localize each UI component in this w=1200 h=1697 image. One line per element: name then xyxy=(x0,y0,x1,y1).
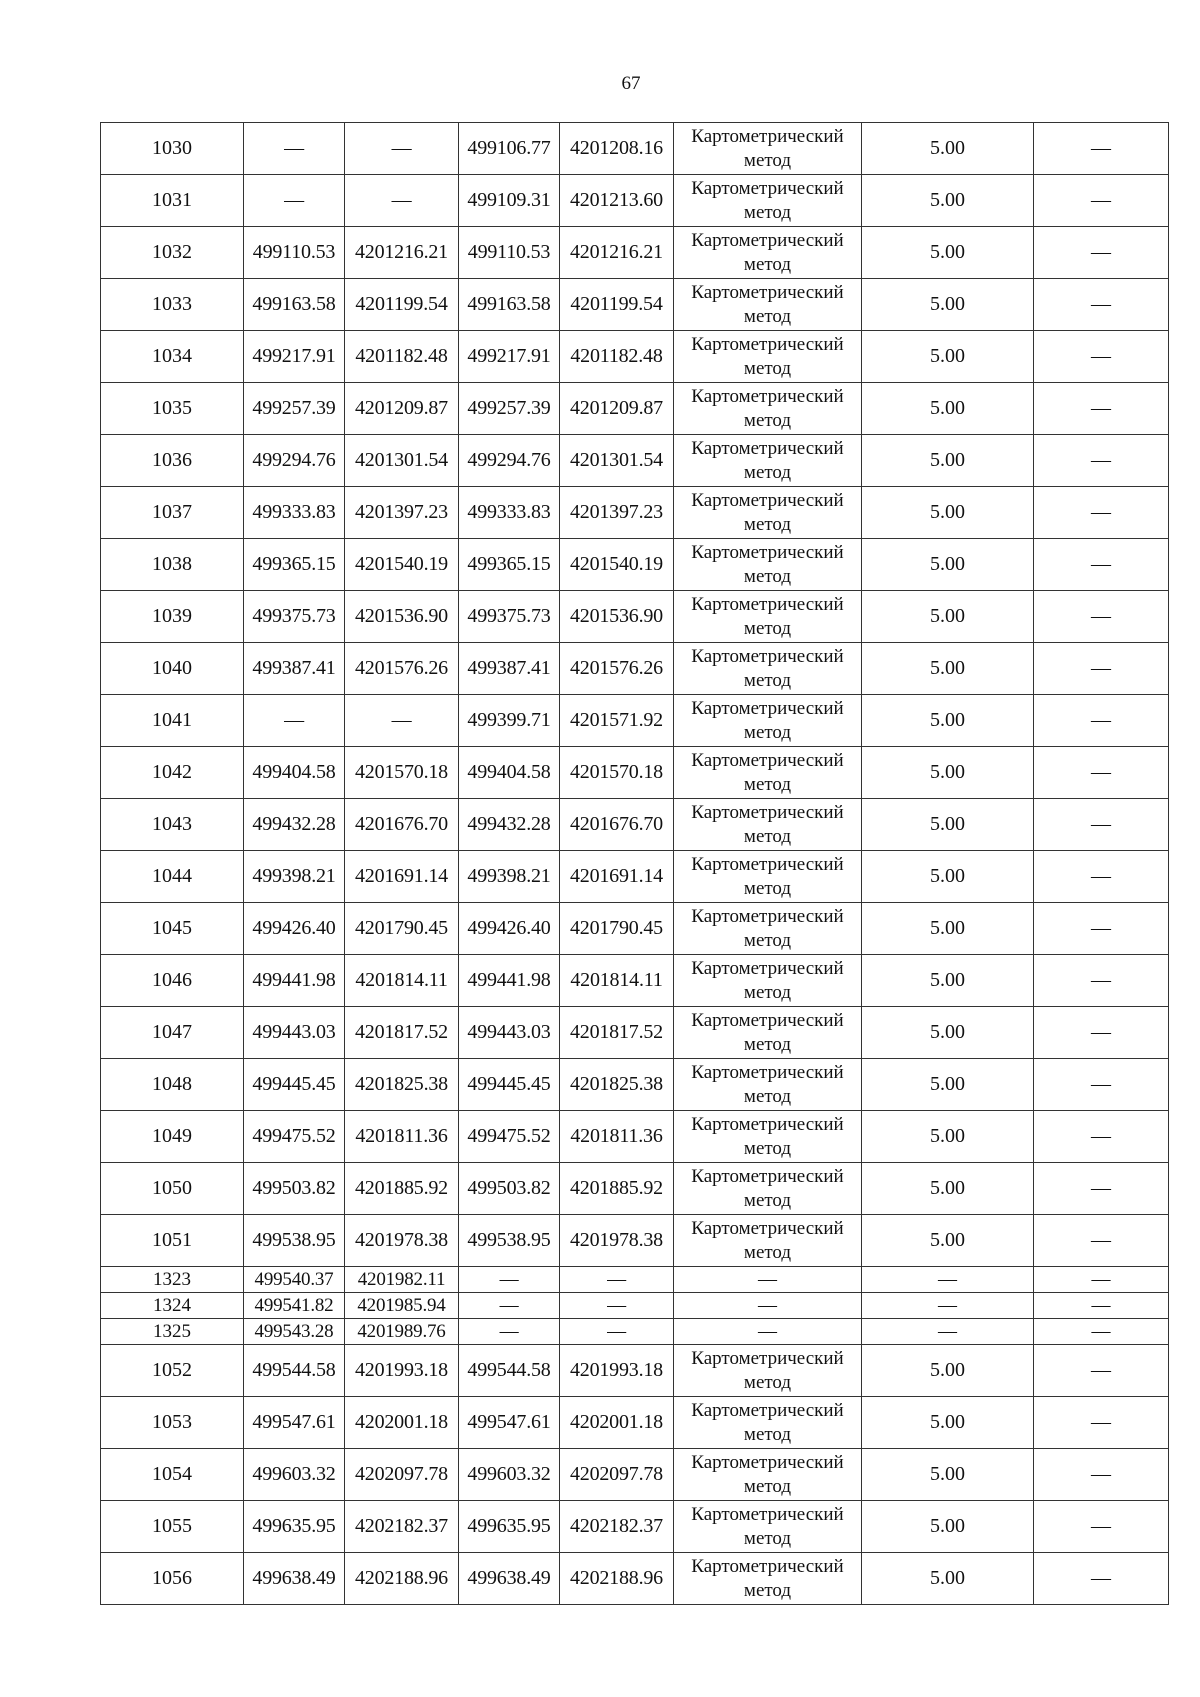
table-row xyxy=(101,227,1169,279)
cell-method: Картометрический метод xyxy=(674,1501,862,1553)
cell-method: Картометрический метод xyxy=(674,331,862,383)
cell-accuracy: — xyxy=(862,1267,1034,1293)
cell-y-refined: 4201182.48 xyxy=(560,331,674,383)
cell-accuracy: 5.00 xyxy=(862,1163,1034,1215)
cell-y-refined: 4201301.54 xyxy=(560,435,674,487)
cell-point-number: 1040 xyxy=(101,643,244,695)
cell-method: Картометрический метод xyxy=(674,435,862,487)
cell-point-number: 1031 xyxy=(101,175,244,227)
cell-point-number: 1044 xyxy=(101,851,244,903)
table-row xyxy=(101,383,1169,435)
cell-x-refined: 499398.21 xyxy=(459,851,560,903)
cell-y-refined: 4201540.19 xyxy=(560,539,674,591)
cell-accuracy: 5.00 xyxy=(862,539,1034,591)
cell-accuracy: 5.00 xyxy=(862,1345,1034,1397)
table-row xyxy=(101,1553,1169,1605)
table-row xyxy=(101,747,1169,799)
cell-point-number: 1036 xyxy=(101,435,244,487)
cell-y-existing: 4201570.18 xyxy=(345,747,459,799)
table-row xyxy=(101,123,1169,175)
cell-point-number: 1048 xyxy=(101,1059,244,1111)
cell-description: — xyxy=(1034,1059,1169,1111)
cell-x-refined: — xyxy=(459,1267,560,1293)
table-row xyxy=(101,1111,1169,1163)
cell-point-number: 1033 xyxy=(101,279,244,331)
cell-y-refined: 4201825.38 xyxy=(560,1059,674,1111)
cell-point-number: 1042 xyxy=(101,747,244,799)
cell-y-refined: 4201397.23 xyxy=(560,487,674,539)
cell-x-refined: 499110.53 xyxy=(459,227,560,279)
cell-point-number: 1054 xyxy=(101,1449,244,1501)
table-row xyxy=(101,695,1169,747)
cell-y-existing: 4201182.48 xyxy=(345,331,459,383)
cell-method: Картометрический метод xyxy=(674,903,862,955)
cell-x-existing: 499475.52 xyxy=(244,1111,345,1163)
cell-description: — xyxy=(1034,1501,1169,1553)
cell-y-existing: 4201814.11 xyxy=(345,955,459,1007)
cell-accuracy: 5.00 xyxy=(862,695,1034,747)
cell-accuracy: 5.00 xyxy=(862,383,1034,435)
cell-accuracy: 5.00 xyxy=(862,487,1034,539)
cell-method: Картометрический метод xyxy=(674,227,862,279)
cell-y-existing: 4201985.94 xyxy=(345,1293,459,1319)
cell-point-number: 1043 xyxy=(101,799,244,851)
cell-description: — xyxy=(1034,1553,1169,1605)
cell-x-refined: 499109.31 xyxy=(459,175,560,227)
table-row xyxy=(101,1397,1169,1449)
table-row xyxy=(101,851,1169,903)
cell-method: Картометрический метод xyxy=(674,175,862,227)
cell-description: — xyxy=(1034,1215,1169,1267)
cell-x-existing: 499426.40 xyxy=(244,903,345,955)
cell-description: — xyxy=(1034,851,1169,903)
cell-description: — xyxy=(1034,1267,1169,1293)
page-number: 67 xyxy=(621,73,641,94)
cell-accuracy: 5.00 xyxy=(862,1501,1034,1553)
cell-y-existing: 4202001.18 xyxy=(345,1397,459,1449)
cell-y-refined: 4202188.96 xyxy=(560,1553,674,1605)
cell-x-refined: 499635.95 xyxy=(459,1501,560,1553)
cell-x-existing: 499217.91 xyxy=(244,331,345,383)
cell-x-refined: — xyxy=(459,1293,560,1319)
cell-point-number: 1325 xyxy=(101,1319,244,1345)
cell-accuracy: 5.00 xyxy=(862,1553,1034,1605)
table-row xyxy=(101,1215,1169,1267)
cell-x-existing: 499163.58 xyxy=(244,279,345,331)
cell-y-existing: 4201676.70 xyxy=(345,799,459,851)
cell-x-refined: 499638.49 xyxy=(459,1553,560,1605)
cell-description: — xyxy=(1034,747,1169,799)
cell-point-number: 1052 xyxy=(101,1345,244,1397)
cell-x-existing: — xyxy=(244,175,345,227)
cell-point-number: 1323 xyxy=(101,1267,244,1293)
cell-x-refined: — xyxy=(459,1319,560,1345)
cell-x-refined: 499399.71 xyxy=(459,695,560,747)
cell-x-refined: 499217.91 xyxy=(459,331,560,383)
cell-method: Картометрический метод xyxy=(674,1215,862,1267)
table-row xyxy=(101,1345,1169,1397)
cell-point-number: 1034 xyxy=(101,331,244,383)
cell-point-number: 1038 xyxy=(101,539,244,591)
table-row xyxy=(101,799,1169,851)
cell-y-existing: 4201540.19 xyxy=(345,539,459,591)
cell-accuracy: — xyxy=(862,1293,1034,1319)
cell-method: Картометрический метод xyxy=(674,123,862,175)
cell-method: Картометрический метод xyxy=(674,1059,862,1111)
cell-point-number: 1049 xyxy=(101,1111,244,1163)
cell-y-refined: 4201208.16 xyxy=(560,123,674,175)
cell-description: — xyxy=(1034,1007,1169,1059)
cell-x-existing: 499432.28 xyxy=(244,799,345,851)
table-body xyxy=(101,123,1169,1605)
cell-x-refined: 499333.83 xyxy=(459,487,560,539)
cell-point-number: 1039 xyxy=(101,591,244,643)
cell-description: — xyxy=(1034,1163,1169,1215)
cell-x-refined: 499544.58 xyxy=(459,1345,560,1397)
cell-x-refined: 499163.58 xyxy=(459,279,560,331)
cell-y-existing: 4201811.36 xyxy=(345,1111,459,1163)
cell-y-existing: 4201978.38 xyxy=(345,1215,459,1267)
table-row xyxy=(101,1501,1169,1553)
cell-x-refined: 499503.82 xyxy=(459,1163,560,1215)
cell-point-number: 1050 xyxy=(101,1163,244,1215)
table-row xyxy=(101,1319,1169,1345)
cell-x-existing: 499375.73 xyxy=(244,591,345,643)
cell-y-existing: 4201817.52 xyxy=(345,1007,459,1059)
cell-accuracy: 5.00 xyxy=(862,1007,1034,1059)
table-row xyxy=(101,539,1169,591)
cell-accuracy: 5.00 xyxy=(862,955,1034,1007)
cell-accuracy: 5.00 xyxy=(862,1215,1034,1267)
cell-method: Картометрический метод xyxy=(674,487,862,539)
cell-y-existing: — xyxy=(345,123,459,175)
table-row xyxy=(101,903,1169,955)
cell-description: — xyxy=(1034,1293,1169,1319)
cell-method: Картометрический метод xyxy=(674,643,862,695)
cell-description: — xyxy=(1034,1111,1169,1163)
cell-point-number: 1056 xyxy=(101,1553,244,1605)
cell-accuracy: 5.00 xyxy=(862,591,1034,643)
cell-method: Картометрический метод xyxy=(674,955,862,1007)
cell-x-refined: 499294.76 xyxy=(459,435,560,487)
cell-y-existing: — xyxy=(345,175,459,227)
cell-description: — xyxy=(1034,1397,1169,1449)
cell-y-refined: 4201814.11 xyxy=(560,955,674,1007)
cell-x-refined: 499441.98 xyxy=(459,955,560,1007)
cell-x-existing: 499445.45 xyxy=(244,1059,345,1111)
cell-y-refined: 4202182.37 xyxy=(560,1501,674,1553)
cell-accuracy: 5.00 xyxy=(862,435,1034,487)
cell-method: Картометрический метод xyxy=(674,1007,862,1059)
cell-description: — xyxy=(1034,487,1169,539)
cell-x-existing: 499443.03 xyxy=(244,1007,345,1059)
cell-y-refined: — xyxy=(560,1293,674,1319)
cell-x-existing: — xyxy=(244,695,345,747)
cell-x-existing: 499294.76 xyxy=(244,435,345,487)
cell-description: — xyxy=(1034,279,1169,331)
cell-accuracy: — xyxy=(862,1319,1034,1345)
cell-x-existing: 499544.58 xyxy=(244,1345,345,1397)
cell-accuracy: 5.00 xyxy=(862,747,1034,799)
cell-description: — xyxy=(1034,1319,1169,1345)
cell-method: Картометрический метод xyxy=(674,279,862,331)
cell-method: Картометрический метод xyxy=(674,1163,862,1215)
cell-y-existing: 4201885.92 xyxy=(345,1163,459,1215)
table-row xyxy=(101,1267,1169,1293)
cell-method: Картометрический метод xyxy=(674,1111,862,1163)
cell-y-refined: 4201570.18 xyxy=(560,747,674,799)
cell-point-number: 1053 xyxy=(101,1397,244,1449)
table-row xyxy=(101,1293,1169,1319)
cell-method: Картометрический метод xyxy=(674,695,862,747)
cell-method: Картометрический метод xyxy=(674,851,862,903)
cell-accuracy: 5.00 xyxy=(862,1449,1034,1501)
cell-method: — xyxy=(674,1319,862,1345)
cell-description: — xyxy=(1034,123,1169,175)
cell-point-number: 1045 xyxy=(101,903,244,955)
cell-method: Картометрический метод xyxy=(674,799,862,851)
cell-x-existing: 499398.21 xyxy=(244,851,345,903)
cell-y-refined: — xyxy=(560,1319,674,1345)
cell-accuracy: 5.00 xyxy=(862,175,1034,227)
cell-y-refined: 4201571.92 xyxy=(560,695,674,747)
cell-y-refined: 4201817.52 xyxy=(560,1007,674,1059)
cell-method: Картометрический метод xyxy=(674,1345,862,1397)
cell-y-refined: 4201978.38 xyxy=(560,1215,674,1267)
cell-y-existing: 4201989.76 xyxy=(345,1319,459,1345)
cell-x-existing: 499503.82 xyxy=(244,1163,345,1215)
cell-y-refined: 4202097.78 xyxy=(560,1449,674,1501)
cell-point-number: 1046 xyxy=(101,955,244,1007)
cell-y-existing: 4201993.18 xyxy=(345,1345,459,1397)
cell-y-existing: 4201790.45 xyxy=(345,903,459,955)
cell-accuracy: 5.00 xyxy=(862,1397,1034,1449)
cell-description: — xyxy=(1034,435,1169,487)
cell-x-refined: 499365.15 xyxy=(459,539,560,591)
cell-accuracy: 5.00 xyxy=(862,851,1034,903)
cell-y-refined: 4201536.90 xyxy=(560,591,674,643)
cell-y-refined: 4201209.87 xyxy=(560,383,674,435)
cell-x-existing: 499333.83 xyxy=(244,487,345,539)
table-row xyxy=(101,1007,1169,1059)
table-row xyxy=(101,331,1169,383)
cell-description: — xyxy=(1034,799,1169,851)
cell-description: — xyxy=(1034,955,1169,1007)
cell-x-existing: 499404.58 xyxy=(244,747,345,799)
cell-x-existing: — xyxy=(244,123,345,175)
cell-y-existing: 4201691.14 xyxy=(345,851,459,903)
cell-description: — xyxy=(1034,1345,1169,1397)
cell-x-refined: 499257.39 xyxy=(459,383,560,435)
cell-x-refined: 499432.28 xyxy=(459,799,560,851)
cell-point-number: 1041 xyxy=(101,695,244,747)
cell-x-refined: 499426.40 xyxy=(459,903,560,955)
cell-accuracy: 5.00 xyxy=(862,123,1034,175)
coordinates-table xyxy=(100,122,1169,1605)
cell-x-refined: 499445.45 xyxy=(459,1059,560,1111)
cell-accuracy: 5.00 xyxy=(862,279,1034,331)
cell-method: Картометрический метод xyxy=(674,1397,862,1449)
cell-description: — xyxy=(1034,383,1169,435)
cell-x-existing: 499547.61 xyxy=(244,1397,345,1449)
cell-x-existing: 499387.41 xyxy=(244,643,345,695)
cell-y-existing: 4201397.23 xyxy=(345,487,459,539)
cell-x-refined: 499475.52 xyxy=(459,1111,560,1163)
cell-y-existing: 4201576.26 xyxy=(345,643,459,695)
table-row xyxy=(101,1163,1169,1215)
cell-y-refined: 4201790.45 xyxy=(560,903,674,955)
cell-y-refined: 4201213.60 xyxy=(560,175,674,227)
cell-method: Картометрический метод xyxy=(674,1449,862,1501)
cell-x-existing: 499635.95 xyxy=(244,1501,345,1553)
cell-y-existing: 4201216.21 xyxy=(345,227,459,279)
cell-y-refined: 4201885.92 xyxy=(560,1163,674,1215)
cell-description: — xyxy=(1034,227,1169,279)
cell-accuracy: 5.00 xyxy=(862,1059,1034,1111)
cell-method: — xyxy=(674,1293,862,1319)
cell-x-refined: 499375.73 xyxy=(459,591,560,643)
cell-method: Картометрический метод xyxy=(674,539,862,591)
cell-x-refined: 499404.58 xyxy=(459,747,560,799)
cell-point-number: 1055 xyxy=(101,1501,244,1553)
cell-description: — xyxy=(1034,539,1169,591)
cell-point-number: 1035 xyxy=(101,383,244,435)
cell-y-existing: 4201982.11 xyxy=(345,1267,459,1293)
cell-description: — xyxy=(1034,695,1169,747)
cell-x-existing: 499603.32 xyxy=(244,1449,345,1501)
cell-x-refined: 499106.77 xyxy=(459,123,560,175)
cell-description: — xyxy=(1034,643,1169,695)
cell-method: — xyxy=(674,1267,862,1293)
cell-method: Картометрический метод xyxy=(674,383,862,435)
cell-point-number: 1032 xyxy=(101,227,244,279)
cell-accuracy: 5.00 xyxy=(862,227,1034,279)
cell-x-refined: 499387.41 xyxy=(459,643,560,695)
cell-method: Картометрический метод xyxy=(674,591,862,643)
cell-x-refined: 499603.32 xyxy=(459,1449,560,1501)
cell-y-existing: 4201301.54 xyxy=(345,435,459,487)
table-row xyxy=(101,643,1169,695)
cell-y-refined: 4201576.26 xyxy=(560,643,674,695)
cell-y-refined: 4201676.70 xyxy=(560,799,674,851)
table-row xyxy=(101,279,1169,331)
cell-point-number: 1047 xyxy=(101,1007,244,1059)
cell-x-existing: 499543.28 xyxy=(244,1319,345,1345)
cell-method: Картометрический метод xyxy=(674,1553,862,1605)
cell-description: — xyxy=(1034,1449,1169,1501)
table-row xyxy=(101,435,1169,487)
cell-description: — xyxy=(1034,591,1169,643)
cell-x-existing: 499540.37 xyxy=(244,1267,345,1293)
cell-y-existing: 4202188.96 xyxy=(345,1553,459,1605)
cell-y-refined: 4201993.18 xyxy=(560,1345,674,1397)
cell-x-existing: 499538.95 xyxy=(244,1215,345,1267)
cell-x-existing: 499257.39 xyxy=(244,383,345,435)
table-row xyxy=(101,591,1169,643)
cell-method: Картометрический метод xyxy=(674,747,862,799)
cell-point-number: 1324 xyxy=(101,1293,244,1319)
cell-x-refined: 499443.03 xyxy=(459,1007,560,1059)
cell-x-existing: 499365.15 xyxy=(244,539,345,591)
table-row xyxy=(101,1059,1169,1111)
cell-y-existing: 4201209.87 xyxy=(345,383,459,435)
cell-point-number: 1051 xyxy=(101,1215,244,1267)
cell-description: — xyxy=(1034,331,1169,383)
cell-point-number: 1037 xyxy=(101,487,244,539)
cell-x-existing: 499441.98 xyxy=(244,955,345,1007)
cell-x-refined: 499547.61 xyxy=(459,1397,560,1449)
cell-x-existing: 499110.53 xyxy=(244,227,345,279)
cell-y-existing: 4201825.38 xyxy=(345,1059,459,1111)
cell-x-refined: 499538.95 xyxy=(459,1215,560,1267)
cell-y-existing: 4201536.90 xyxy=(345,591,459,643)
cell-y-existing: — xyxy=(345,695,459,747)
cell-description: — xyxy=(1034,175,1169,227)
table-row xyxy=(101,175,1169,227)
cell-description: — xyxy=(1034,903,1169,955)
cell-y-existing: 4202182.37 xyxy=(345,1501,459,1553)
cell-y-refined: 4201811.36 xyxy=(560,1111,674,1163)
cell-y-existing: 4202097.78 xyxy=(345,1449,459,1501)
cell-x-existing: 499638.49 xyxy=(244,1553,345,1605)
table-row xyxy=(101,955,1169,1007)
cell-y-refined: 4201199.54 xyxy=(560,279,674,331)
cell-y-existing: 4201199.54 xyxy=(345,279,459,331)
cell-y-refined: 4202001.18 xyxy=(560,1397,674,1449)
cell-accuracy: 5.00 xyxy=(862,903,1034,955)
cell-y-refined: 4201216.21 xyxy=(560,227,674,279)
table-row xyxy=(101,1449,1169,1501)
cell-accuracy: 5.00 xyxy=(862,331,1034,383)
cell-accuracy: 5.00 xyxy=(862,799,1034,851)
cell-accuracy: 5.00 xyxy=(862,1111,1034,1163)
cell-y-refined: — xyxy=(560,1267,674,1293)
cell-y-refined: 4201691.14 xyxy=(560,851,674,903)
cell-x-existing: 499541.82 xyxy=(244,1293,345,1319)
cell-point-number: 1030 xyxy=(101,123,244,175)
table-row xyxy=(101,487,1169,539)
cell-accuracy: 5.00 xyxy=(862,643,1034,695)
